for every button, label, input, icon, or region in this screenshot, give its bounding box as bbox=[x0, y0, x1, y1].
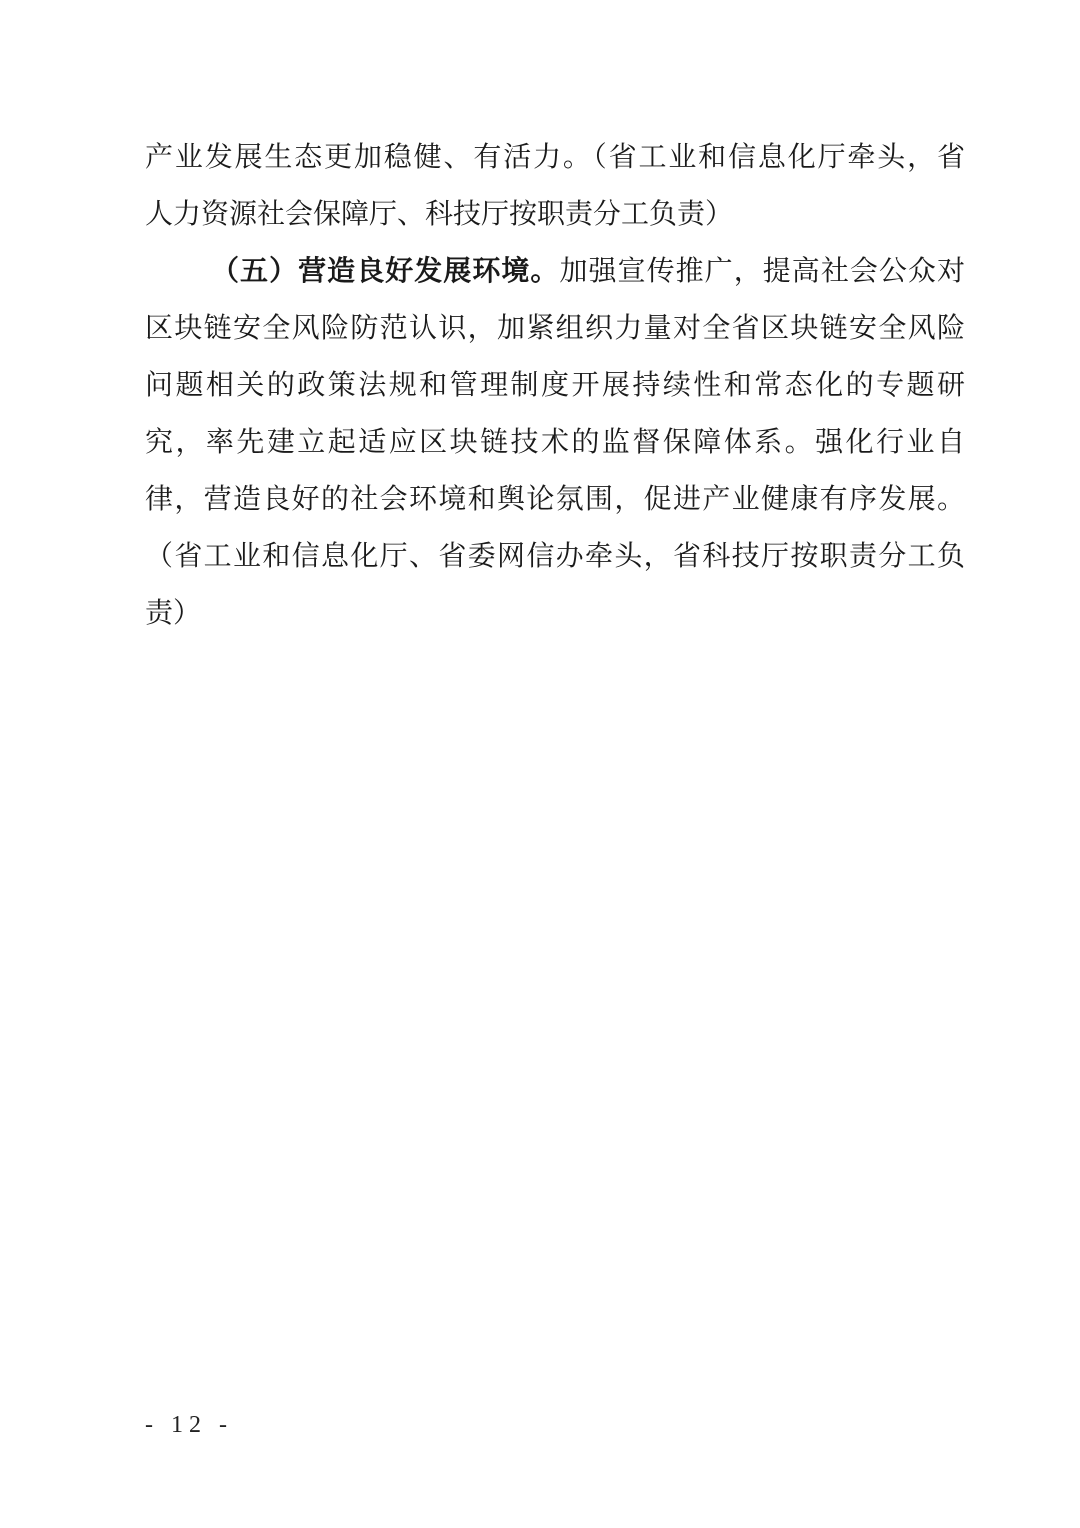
paragraph-2-line-4: 究，率先建立起适应区块链技术的监督保障体系。强化行业自 bbox=[145, 425, 965, 458]
paragraph-2-line-6: （省工业和信息化厅、省委网信办牵头，省科技厅按职责分工负 bbox=[145, 539, 965, 572]
paragraph-1-line-1: 产业发展生态更加稳健、有活力。（省工业和信息化厅牵头，省 bbox=[145, 140, 965, 173]
page-number: - 12 - bbox=[145, 1412, 233, 1438]
paragraph-1-line-2: 人力资源社会保障厅、科技厅按职责分工负责） bbox=[145, 197, 734, 230]
paragraph-2-line-3: 问题相关的政策法规和管理制度开展持续性和常态化的专题研 bbox=[145, 368, 965, 401]
document-body bbox=[145, 128, 965, 641]
paragraph-2-line-7: 责） bbox=[145, 596, 202, 629]
paragraph-2-line-5: 律，营造良好的社会环境和舆论氛围，促进产业健康有序发展。 bbox=[145, 482, 965, 515]
section-heading: （五）营造良好发展环境。 bbox=[211, 254, 560, 287]
paragraph-2-line-1-text: 加强宣传推广，提高社会公众对 bbox=[559, 254, 965, 287]
paragraph-2-line-2: 区块链安全风险防范认识，加紧组织力量对全省区块链安全风险 bbox=[145, 311, 965, 344]
paragraph-2-line-1 bbox=[145, 242, 965, 299]
